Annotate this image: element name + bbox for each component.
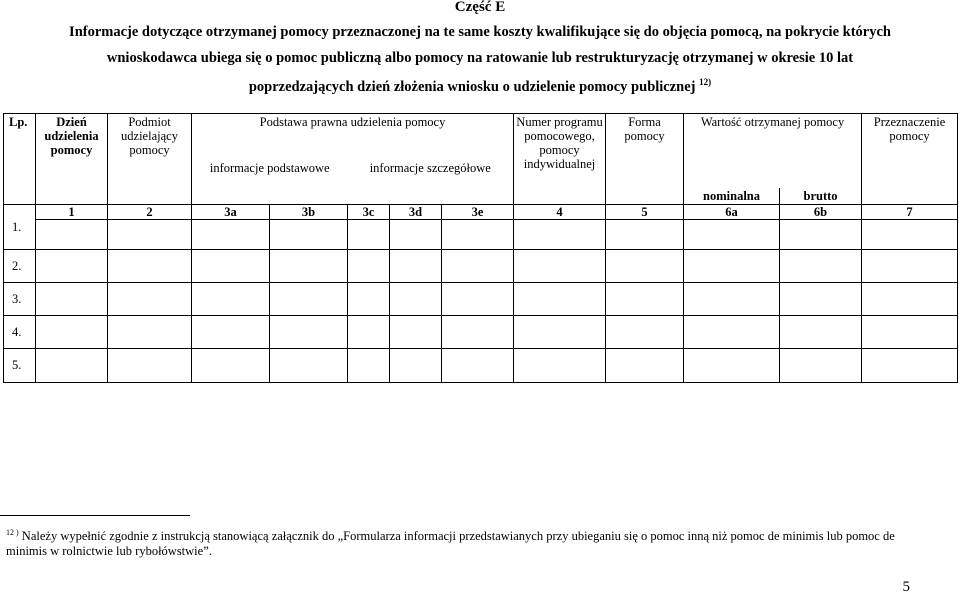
part-title: Część E [454,0,506,15]
table-cell[interactable] [270,282,348,315]
header-podmiot: Podmiot udzielający pomocy [108,114,192,205]
table-cell[interactable] [442,348,514,382]
table-cell[interactable] [270,249,348,282]
table-cell[interactable] [108,249,192,282]
column-number: 6a [684,204,780,219]
table-cell[interactable] [348,219,390,249]
header-nominalna: nominalna [684,188,780,205]
table-cell[interactable] [514,282,606,315]
table-cell[interactable] [684,249,780,282]
table-cell[interactable] [348,348,390,382]
table-cell[interactable] [192,348,270,382]
table-cell[interactable] [270,348,348,382]
column-number: 4 [514,204,606,219]
column-number: 3b [270,204,348,219]
table-cell[interactable] [780,219,862,249]
table-cell[interactable] [606,315,684,348]
header-numer-programu: Numer programu pomocowego, pomocy indywidualnej [514,114,606,205]
table-cell[interactable] [270,315,348,348]
footnote-marker: 12 ) [6,528,19,537]
table-cell[interactable] [862,219,958,249]
header-informacje-szczegolowe: informacje szczegółowe [348,160,514,205]
table-cell[interactable] [390,348,442,382]
table-cell[interactable] [192,282,270,315]
column-number: 5 [606,204,684,219]
table-cell[interactable] [442,315,514,348]
table-cell[interactable] [514,219,606,249]
table-cell[interactable] [684,348,780,382]
column-number: 3d [390,204,442,219]
header-forma-pomocy: Forma pomocy [606,114,684,205]
table-cell[interactable] [862,282,958,315]
table-cell[interactable] [780,348,862,382]
column-number: 7 [862,204,958,219]
table-cell[interactable] [862,348,958,382]
column-number: 3c [348,204,390,219]
header-informacje-podstawowe: informacje podstawowe [192,160,348,205]
table-cell[interactable] [606,249,684,282]
header-wartosc-pomocy: Wartość otrzymanej pomocy [684,114,862,188]
table-row [4,315,958,348]
column-number: 1 [36,204,108,219]
row-label: 3. [4,282,36,315]
header-przeznaczenie: Przeznaczenie pomocy [862,114,958,205]
row-label: 5. [4,348,36,382]
table-cell[interactable] [192,219,270,249]
table-cell[interactable] [780,315,862,348]
table-cell[interactable] [606,348,684,382]
header-brutto: brutto [780,188,862,205]
table-row [4,249,958,282]
row-label: 4. [4,315,36,348]
table-cell[interactable] [442,249,514,282]
aid-table [3,113,958,383]
table-cell[interactable] [606,219,684,249]
table-cell[interactable] [514,348,606,382]
footnote-reference: 12) [699,77,712,87]
table-cell[interactable] [780,282,862,315]
table-cell[interactable] [36,348,108,382]
table-cell[interactable] [390,282,442,315]
table-cell[interactable] [348,249,390,282]
heading-line-3 [0,77,960,96]
table-cell[interactable] [108,282,192,315]
header-lp: Lp. [4,114,36,205]
table-cell[interactable] [684,282,780,315]
table-cell[interactable] [390,315,442,348]
table-cell[interactable] [36,315,108,348]
row-label: 1. [4,204,36,249]
column-number: 3e [442,204,514,219]
table-row [4,282,958,315]
table-cell[interactable] [390,249,442,282]
table-cell[interactable] [862,249,958,282]
table-cell[interactable] [514,249,606,282]
table-cell[interactable] [192,315,270,348]
header-podstawa-prawna: Podstawa prawna udzielenia pomocy [192,114,514,160]
table-cell[interactable] [684,219,780,249]
heading-line-1: Informacje dotyczące otrzymanej pomocy przeznaczonej na te same koszty kwalifikujące się do objęcia pomocą, na pokrycie których [69,24,891,40]
table-cell[interactable] [780,249,862,282]
table-cell[interactable] [606,282,684,315]
table-cell[interactable] [108,348,192,382]
header-dzien-udzielenia: Dzień udzielenia pomocy [36,114,108,205]
column-number: 2 [108,204,192,219]
table-cell[interactable] [192,249,270,282]
table-cell[interactable] [108,219,192,249]
heading-line-2: wnioskodawca ubiega się o pomoc publiczną albo pomocy na ratowanie lub restrukturyzację otrzymanej w okresie 10 lat [106,50,854,66]
table-cell[interactable] [862,315,958,348]
table-cell[interactable] [442,282,514,315]
table-row [4,348,958,382]
row-label: 2. [4,249,36,282]
table-cell[interactable] [442,219,514,249]
table-cell[interactable] [36,219,108,249]
table-cell[interactable] [270,219,348,249]
table-row [4,219,958,249]
table-cell[interactable] [36,282,108,315]
table-cell[interactable] [348,315,390,348]
table-cell[interactable] [108,315,192,348]
table-cell[interactable] [36,249,108,282]
column-number: 6b [780,204,862,219]
table-cell[interactable] [348,282,390,315]
footnote-text: Należy wypełnić zgodnie z instrukcją stanowiącą załącznik do „Formularza informacji przedstawianych przy ubieganiu się o pomoc inną niż pomoc de minimis lub pomoc de minimis w rolnictwie lub rybołówstwie”. [6,529,895,558]
footnote-separator [0,515,190,516]
footnote [6,525,916,559]
table-cell[interactable] [514,315,606,348]
page-number: 5 [902,579,910,595]
heading-line-3-text: poprzedzających dzień złożenia wniosku o udzielenie pomocy publicznej [248,79,696,95]
table-cell[interactable] [684,315,780,348]
column-number: 3a [192,204,270,219]
table-cell[interactable] [390,219,442,249]
